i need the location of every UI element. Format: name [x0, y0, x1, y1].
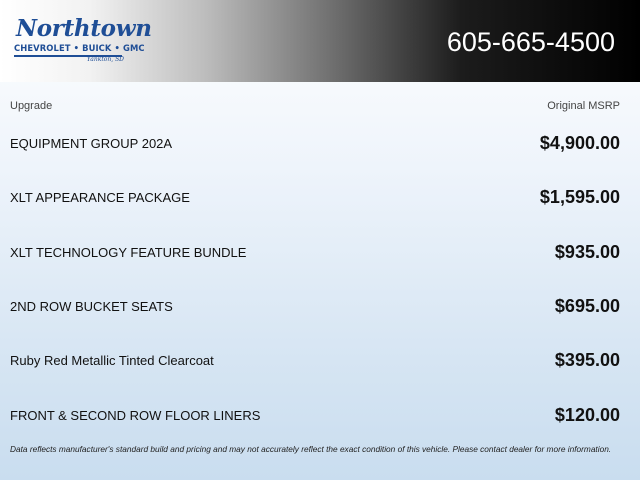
upgrade-name: 2ND ROW BUCKET SEATS: [10, 299, 173, 314]
upgrade-name: EQUIPMENT GROUP 202A: [10, 136, 173, 151]
upgrade-row: [0, 348, 640, 372]
upgrade-name: FRONT & SECOND ROW FLOOR LINERS: [10, 408, 261, 423]
upgrade-price: $395.00: [554, 350, 620, 370]
upgrade-price: $1,595.00: [539, 187, 620, 207]
upgrade-price: $935.00: [554, 242, 620, 262]
upgrade-price: $695.00: [554, 296, 620, 316]
logo-location: Yankton, SD: [86, 56, 124, 63]
upgrade-name: XLT APPEARANCE PACKAGE: [10, 190, 190, 205]
logo-name: Northtown: [16, 15, 152, 42]
upgrade-column-header: Upgrade: [10, 100, 53, 112]
dealer-logo: [14, 15, 152, 66]
msrp-column-header: Original MSRP: [547, 100, 620, 112]
upgrade-price: $4,900.00: [539, 133, 620, 153]
upgrade-row: [0, 131, 640, 155]
disclaimer-text: Data reflects manufacturer's standard build and pricing and may not accurately reflect the exact condition of this vehicle. Please contact dealer for more information.: [10, 444, 612, 454]
upgrade-row: [0, 403, 640, 427]
upgrade-row: [0, 294, 640, 318]
upgrade-name: XLT TECHNOLOGY FEATURE BUNDLE: [10, 245, 247, 260]
upgrade-row: [0, 185, 640, 209]
phone-number[interactable]: 605-665-4500: [446, 27, 615, 57]
header-banner: [0, 0, 640, 82]
upgrade-row: [0, 240, 640, 264]
upgrade-price: $120.00: [554, 405, 620, 425]
upgrade-name: Ruby Red Metallic Tinted Clearcoat: [10, 353, 214, 368]
logo-brands: CHEVROLET • BUICK • GMC: [14, 43, 145, 53]
